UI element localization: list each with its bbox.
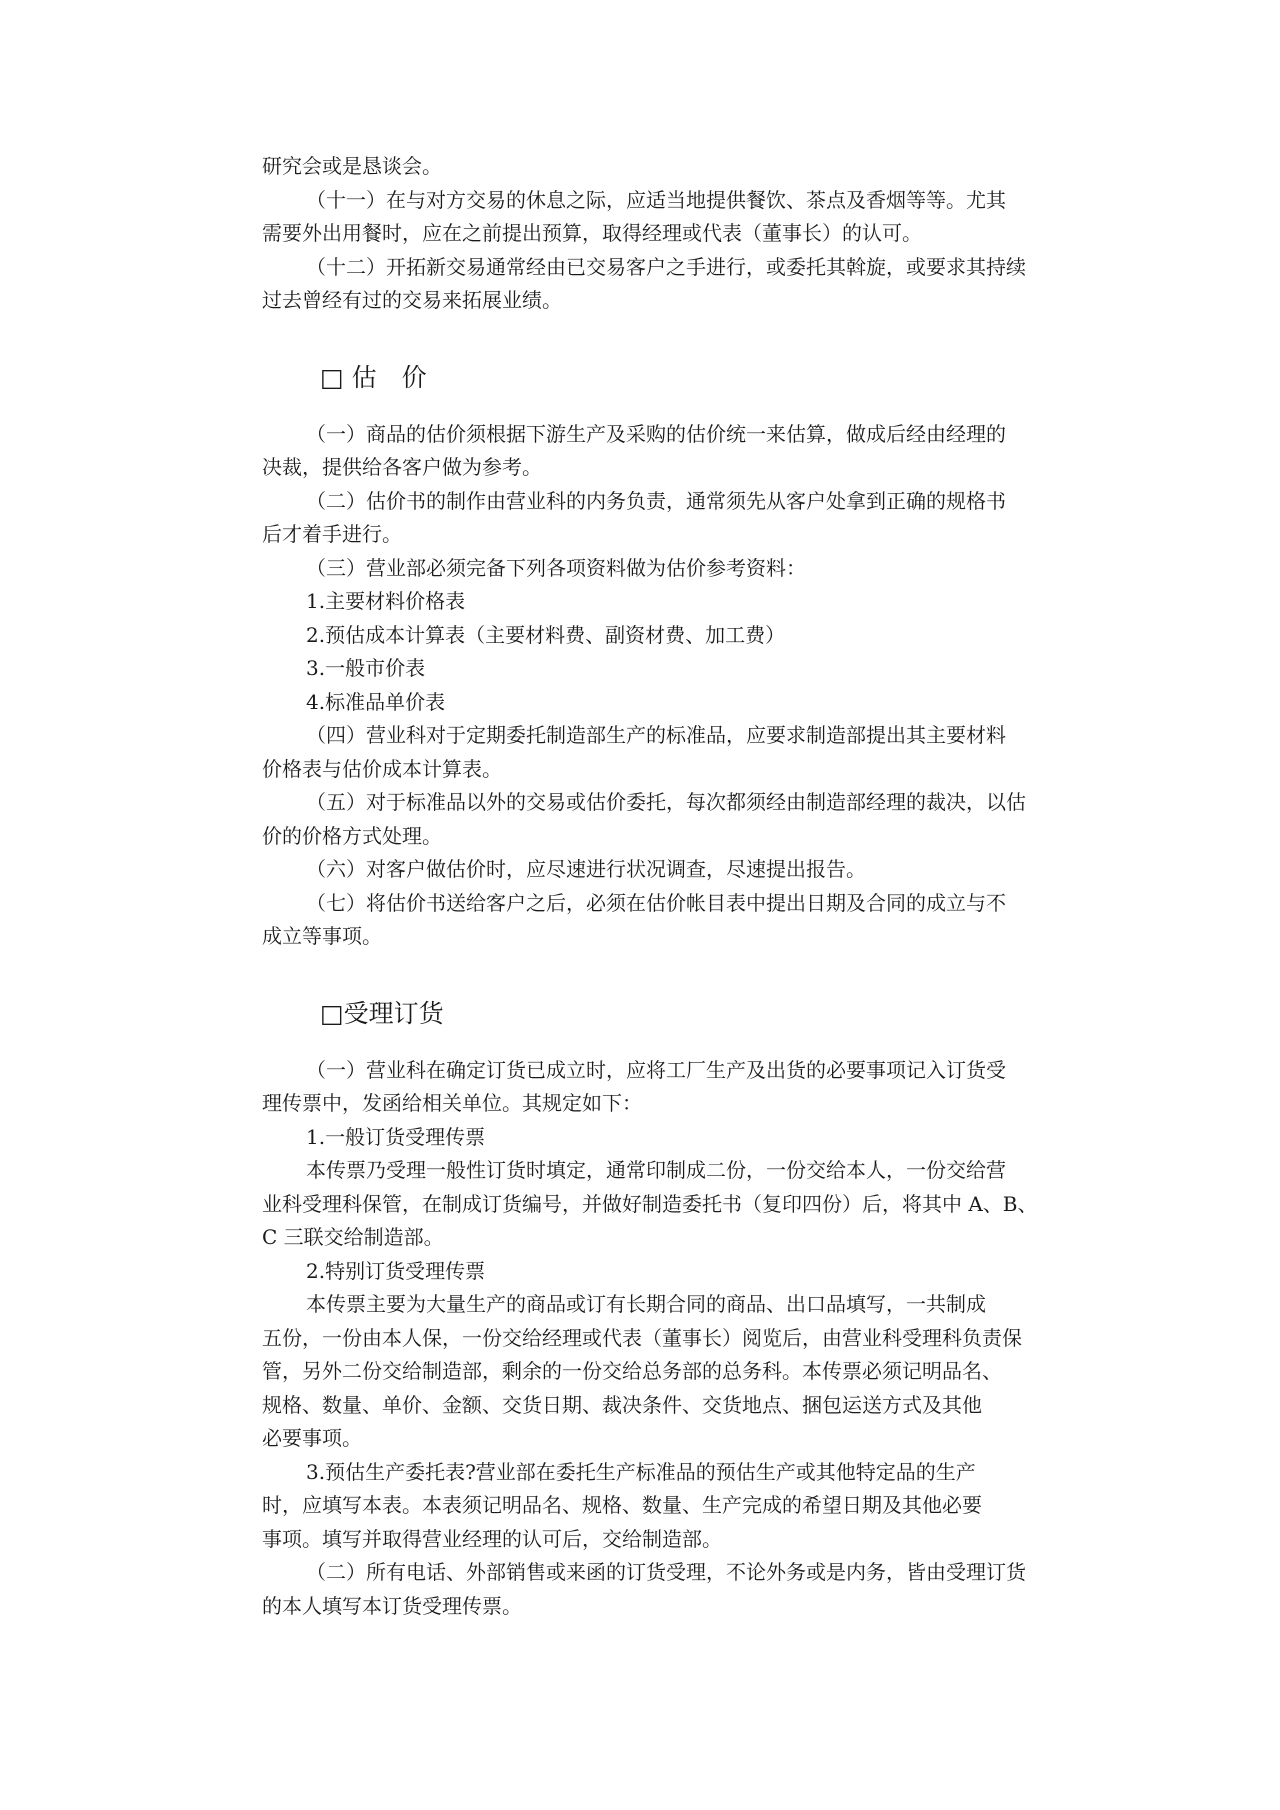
paragraph-line: （四）营业科对于定期委托制造部生产的标准品，应要求制造部提出其主要材料 [306,723,1006,747]
paragraph-line: （一）商品的估价须根据下游生产及采购的估价统一来估算，做成后经由经理的 [306,421,1006,446]
paragraph-line: 必要事项。 [262,1426,362,1450]
document-page [262,150,1080,1623]
paragraph-line: 本传票乃受理一般性订货时填定，通常印制成二份，一份交给本人，一份交给营 [306,1158,1006,1182]
paragraph-line: 的本人填写本订货受理传票。 [262,1593,522,1618]
paragraph-line: 业科受理科保管，在制成订货编号，并做好制造委托书（复印四份）后，将其中 A、B、 [262,1191,1038,1216]
paragraph-line: 管，另外二份交给制造部，剩余的一份交给总务部的总务科。本传票必须记明品名、 [262,1359,1002,1383]
paragraph-line: 本传票主要为大量生产的商品或订有长期合同的商品、出口品填写，一共制成 [306,1292,986,1316]
list-item: 3.预估生产委托表?营业部在委托生产标准品的预估生产或其他特定品的生产 [306,1459,976,1484]
paragraph-line: 理传票中，发函给相关单位。其规定如下： [262,1091,642,1115]
paragraph-line: 时，应填写本表。本表须记明品名、规格、数量、生产完成的希望日期及其他必要 [262,1493,982,1517]
paragraph-line: 事项。填写并取得营业经理的认可后，交给制造部。 [262,1526,722,1551]
section-heading-order: □受理订货 [320,998,444,1028]
paragraph-line: （十一）在与对方交易的休息之际，应适当地提供餐饮、茶点及香烟等等。尤其 [306,187,1006,212]
paragraph-line: C 三联交给制造部。 [262,1225,444,1249]
paragraph-line: 价格表与估价成本计算表。 [262,756,502,781]
list-item: 3.一般市价表 [306,656,426,680]
paragraph-line: 决裁，提供给各客户做为参考。 [262,455,542,479]
paragraph-line: （十二）开拓新交易通常经由已交易客户之手进行，或委托其斡旋，或要求其持续 [306,254,1026,279]
paragraph-line: 五份，一份由本人保，一份交给经理或代表（董事长）阅览后，由营业科受理科负责保 [262,1325,1022,1350]
list-item: 4.标准品单价表 [306,689,446,714]
list-item: 1.一般订货受理传票 [306,1124,486,1149]
section-heading-estimate: □ 估 价 [320,362,427,392]
paragraph-line: （六）对客户做估价时，应尽速进行状况调查，尽速提出报告。 [306,857,866,881]
paragraph-line: （三）营业部必须完备下列各项资料做为估价参考资料： [306,555,806,580]
paragraph-line: （二）所有电话、外部销售或来函的订货受理，不论外务或是内务，皆由受理订货 [306,1560,1026,1584]
list-item: 2.特别订货受理传票 [306,1258,486,1283]
paragraph-line: （五）对于标准品以外的交易或估价委托，每次都须经由制造部经理的裁决，以估 [306,790,1026,814]
paragraph-line: 规格、数量、单价、金额、交货日期、裁决条件、交货地点、捆包运送方式及其他 [262,1392,982,1417]
paragraph-line: （七）将估价书送给客户之后，必须在估价帐目表中提出日期及合同的成立与不 [306,890,1006,915]
paragraph-line: （二）估价书的制作由营业科的内务负责，通常须先从客户处拿到正确的规格书 [306,488,1006,513]
paragraph-line: 研究会或是恳谈会。 [262,154,442,178]
list-item: 1.主要材料价格表 [306,589,466,613]
paragraph-line: 需要外出用餐时，应在之前提出预算，取得经理或代表（董事长）的认可。 [262,221,922,245]
paragraph-line: 成立等事项。 [262,924,382,948]
paragraph-line: 过去曾经有过的交易来拓展业绩。 [262,288,562,312]
paragraph-line: 价的价格方式处理。 [262,823,442,848]
paragraph-line: （一）营业科在确定订货已成立时，应将工厂生产及出货的必要事项记入订货受 [306,1057,1006,1082]
paragraph-line: 后才着手进行。 [262,522,402,546]
list-item: 2.预估成本计算表（主要材料费、副资材费、加工费） [306,622,786,647]
